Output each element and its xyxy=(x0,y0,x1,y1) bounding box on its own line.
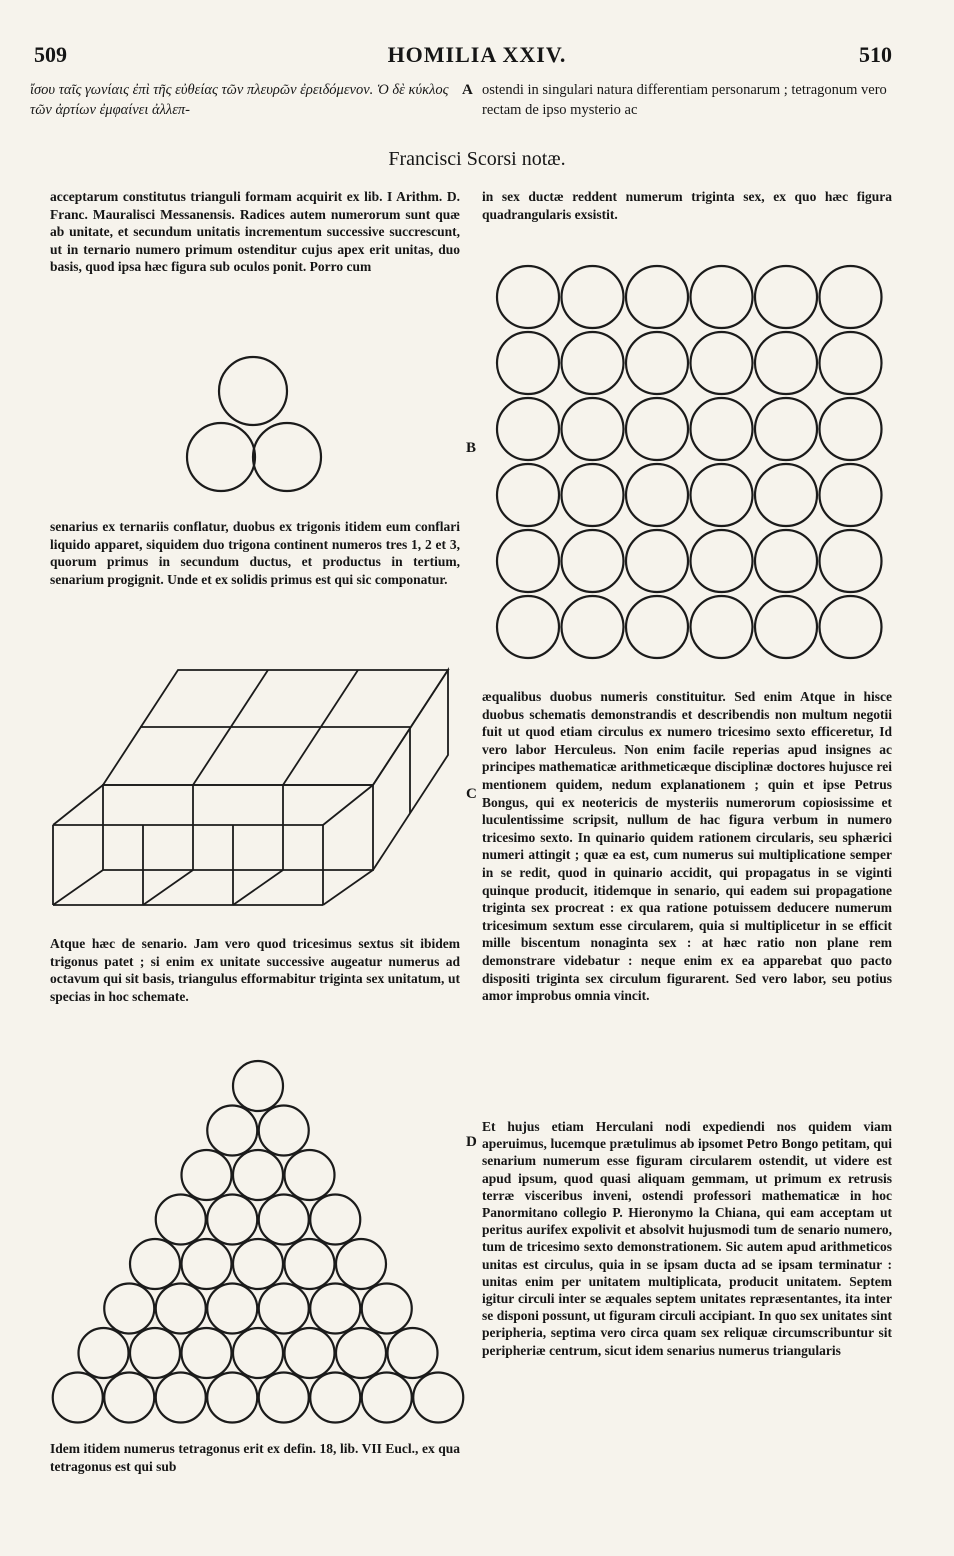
margin-marker-a: A xyxy=(462,82,473,98)
figure-circle xyxy=(336,1328,386,1378)
page-title: HOMILIA XXIV. xyxy=(387,42,567,67)
right-paragraph-2: æqualibus duobus numeris constituitur. Sed enim Atque in hisce duobus schematis demonstrandis et describendis non multum negotii fuit ut quod etiam circulus ex numero tricesimo sexto efficeretur, Id vero labor Herculeus. Non enim facile reperias apud insignes ac principes mathematicæ arithmeticæque disciplinæ doctores hujusce rei mentionem quidem, nedum explanationem ; quin et ipse Petrus Bongus, qui ex neotericis de mysteriis numerorum copiosissime et luculentissime scripsit, nullum de hac figura verbum in numero tricesimo sexto. In quinario quidem rationem circularis, seu sphærici numeri attingit ; quæ ea est, cum numerus sui multiplicatione semper in se redit, quod in quinario accidit, qui propagatus in se viginti quinque producit, itidemque in senario, qui eadem sui propagatione triginta sex procreat : ex qua ratione potuissem deducere numerum tricesimum sextum esse circularem, quia si multiplicetur in se efficit mille biscentum nonaginta sex : at hæc ratio non plane rem demonstrare videbatur : neque enim ex ea apparebat quo pacto dispositi triginta sex circulum figurarent. Sed vero labor, seu potius amor improbus omnia vincit. xyxy=(482,689,892,1004)
figure-square-thirty-six xyxy=(496,265,886,665)
figure-circle xyxy=(820,530,882,592)
figure-circle xyxy=(755,596,817,658)
margin-marker-d: D xyxy=(466,1134,477,1150)
figure-circle xyxy=(497,398,559,460)
figure-circle xyxy=(156,1284,206,1334)
figure-circle xyxy=(562,464,624,526)
figure-circle xyxy=(130,1239,180,1289)
figure-circle xyxy=(755,530,817,592)
figure-circle xyxy=(187,423,255,491)
figure-circle xyxy=(259,1106,309,1156)
figure-circle xyxy=(626,530,688,592)
figure-circle xyxy=(626,596,688,658)
figure-circle xyxy=(497,596,559,658)
figure-circle xyxy=(691,464,753,526)
figure-circle xyxy=(497,530,559,592)
figure-circle xyxy=(562,596,624,658)
figure-circle xyxy=(285,1328,335,1378)
figure-circle xyxy=(820,464,882,526)
figure-circle xyxy=(691,332,753,394)
figure-circle xyxy=(388,1328,438,1378)
figure-circle xyxy=(104,1284,154,1334)
figure-circle xyxy=(755,398,817,460)
figure-circle xyxy=(626,332,688,394)
figure-circle xyxy=(310,1195,360,1245)
figure-circle xyxy=(156,1195,206,1245)
greek-text: ἴσου ταῖς γωνίαις ἐπὶ τῆς εὐθείας τῶν πλευρῶν ἐρειδόμενον. Ὁ δὲ κύκλος τῶν ἀρτίων ἐμφαίνει ἀλλεπ- xyxy=(30,82,449,118)
figure-circle xyxy=(259,1373,309,1423)
figure-circle xyxy=(207,1195,257,1245)
figure-circle xyxy=(219,357,287,425)
figure-circle xyxy=(310,1373,360,1423)
figure-solid-box xyxy=(48,665,468,910)
figure-circle xyxy=(362,1284,412,1334)
figure-circle xyxy=(691,530,753,592)
figure-circle xyxy=(820,266,882,328)
figure-circle xyxy=(562,332,624,394)
figure-circle xyxy=(820,332,882,394)
figure-circle xyxy=(497,464,559,526)
page-header xyxy=(0,42,954,72)
figure-circle xyxy=(207,1106,257,1156)
figure-circle xyxy=(156,1373,206,1423)
left-paragraph-3: Atque hæc de senario. Jam vero quod tricesimus sextus sit ibidem trigonus patet ; si enim ex unitate successive augeatur numerus ad octavum qui sit basis, triangulus efformabitur triginta sex unitatum, ut specias in hoc schemate. xyxy=(50,936,460,1004)
figure-circle xyxy=(79,1328,129,1378)
figure-circle xyxy=(626,464,688,526)
page-number-left: 509 xyxy=(34,42,67,67)
figure-circle xyxy=(182,1150,232,1200)
figure-circle xyxy=(755,332,817,394)
right-paragraph-1: in sex ductæ reddent numerum triginta sex, ex quo hæc figura quadrangularis exsistit. xyxy=(482,189,892,222)
figure-circle xyxy=(755,464,817,526)
left-paragraph-4: Idem itidem numerus tetragonus erit ex defin. 18, lib. VII Eucl., ex qua tetragonus est qui sub xyxy=(50,1441,460,1474)
figure-circle xyxy=(755,266,817,328)
figure-circle xyxy=(336,1239,386,1289)
figure-circle xyxy=(285,1150,335,1200)
figure-circle xyxy=(691,596,753,658)
figure-circle xyxy=(259,1195,309,1245)
figure-circle xyxy=(130,1328,180,1378)
figure-circle xyxy=(233,1150,283,1200)
left-paragraph-1: acceptarum constitutus trianguli formam acquirit ex lib. I Arithm. D. Franc. Mauralisci Messanensis. Radices autem numerorum sunt quæ ab unitate, et secundum unitatis incrementum successive succrescunt, ut in ternario numero primum ostenditur cujus apex erit unitas, duo basis, quod ipsa hæc figura sub oculos ponit. Porro cum xyxy=(50,189,460,275)
page-number-right: 510 xyxy=(859,42,892,67)
figure-circle xyxy=(820,596,882,658)
figure-circle xyxy=(691,266,753,328)
figure-circle xyxy=(233,1239,283,1289)
figure-circle xyxy=(497,266,559,328)
figure-circle xyxy=(104,1373,154,1423)
figure-circle xyxy=(182,1239,232,1289)
right-paragraph-3: Et hujus etiam Herculani nodi expediendi nos quidem viam aperuimus, lucemque prætulimus ab ipsomet Petro Bongo petitam, qui senarium numerum esse figuram circularem ostendit, ut videre est apud ipsum, quod quasi aliquam gemmam, ut primum ex retrusis terræ visceribus inveni, ostendi professori mathematicæ in hoc Panormitano collegio P. Hieronymo la Chiana, qui eam acceptam ut peritus aurifex expolivit et absolvit hujusmodi tum de senario numero, tum de tricesimo sexto demonstrationem. Sic autem apud arithmeticos unitas est circulus, quia in se ipsam ducta ad se ipsam terminatur : unitas enim per unitatem multiplicata, producit unitatem. Septem igitur circuli inter se æquales septem unitates repræsentantes, ita inter se disponi possunt, ut figuram circuli accipiant. In quo sex unitates sint peripheria, septima vero circa quam sex reliquæ circumscribuntur sit peripheriæ centrum, sicut idem senarius numerus triangularis xyxy=(482,1119,892,1358)
figure-circle xyxy=(253,423,321,491)
figure-circle xyxy=(207,1373,257,1423)
figure-circle xyxy=(233,1328,283,1378)
figure-circle xyxy=(259,1284,309,1334)
latin-top-text: ostendi in singulari natura differentiam personarum ; tetragonum vero rectam de ipso mysterio ac xyxy=(482,82,887,118)
left-paragraph-2: senarius ex ternariis conflatur, duobus ex trigonis itidem eum conflari liquido apparet, siquidem duo trigona continent numeros tres 1, 2 et 3, quorum primus in secundum ductus, et productus in tertium, senarium progignit. Unde et ex solidis primus est qui sic componatur. xyxy=(50,519,460,587)
figure-circle xyxy=(310,1284,360,1334)
figure-triangle-thirty-six xyxy=(48,1058,468,1428)
figure-circle xyxy=(626,266,688,328)
figure-circle xyxy=(207,1284,257,1334)
figure-circle xyxy=(233,1061,283,1111)
figure-circle xyxy=(413,1373,463,1423)
figure-circle xyxy=(626,398,688,460)
margin-marker-b: B xyxy=(466,440,477,456)
figure-circle xyxy=(562,266,624,328)
figure-circle xyxy=(497,332,559,394)
figure-circle xyxy=(691,398,753,460)
figure-circle xyxy=(182,1328,232,1378)
figure-circle xyxy=(820,398,882,460)
figure-triangle-three xyxy=(190,355,350,495)
margin-marker-c: C xyxy=(466,786,477,802)
figure-circle xyxy=(562,530,624,592)
figure-circle xyxy=(362,1373,412,1423)
section-subtitle: Francisci Scorsi notæ. xyxy=(388,148,566,170)
figure-circle xyxy=(285,1239,335,1289)
figure-circle xyxy=(53,1373,103,1423)
figure-circle xyxy=(562,398,624,460)
